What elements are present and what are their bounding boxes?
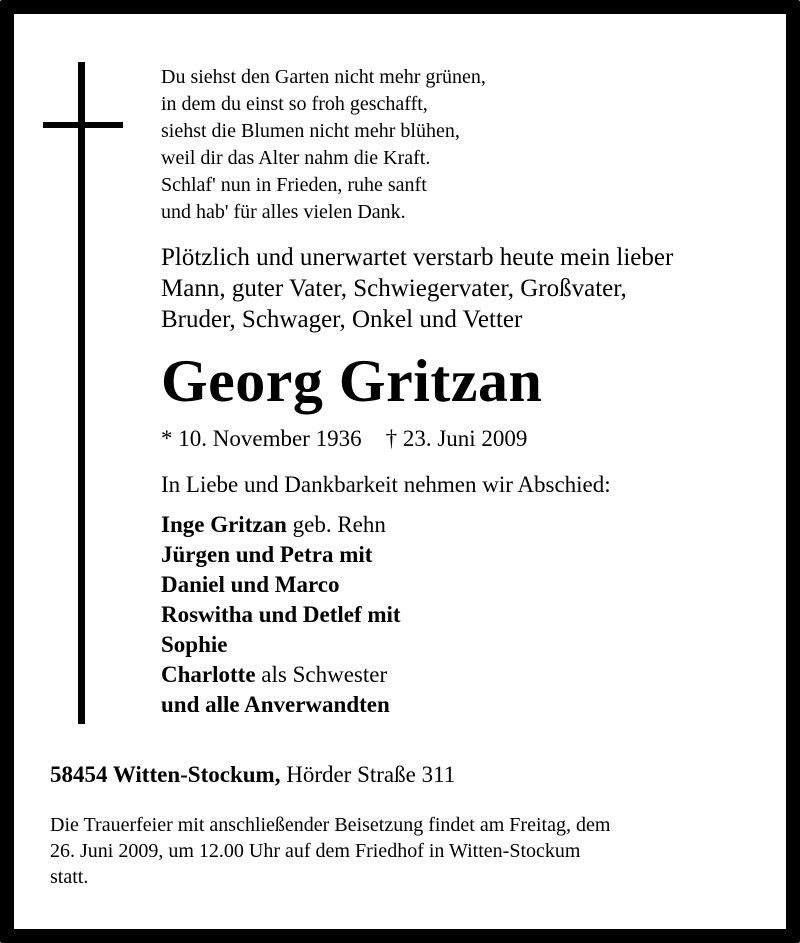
death-date: † 23. Juni 2009 xyxy=(385,426,528,451)
poem-line: siehst die Blumen nicht mehr blühen, xyxy=(161,120,460,142)
service-line: Die Trauerfeier mit anschließender Beisetzung findet am Freitag, dem xyxy=(50,814,611,836)
poem-line: weil dir das Alter nahm die Kraft. xyxy=(161,147,431,169)
death-announcement xyxy=(161,242,673,335)
poem-line: Du siehst den Garten nicht mehr grünen, xyxy=(161,66,486,88)
mourner-entry xyxy=(161,630,401,660)
mourner-name: und alle Anverwandten xyxy=(161,692,390,717)
poem-line: in dem du einst so froh geschafft, xyxy=(161,93,428,115)
cross-horizontal-bar xyxy=(43,122,123,128)
mourners-list xyxy=(161,510,401,720)
mourner-note: als Schwester xyxy=(255,662,388,687)
birth-date: * 10. November 1936 xyxy=(161,426,362,451)
mourner-entry xyxy=(161,540,401,570)
mourner-name: Jürgen und Petra mit xyxy=(161,542,373,567)
announcement-line: Mann, guter Vater, Schwiegervater, Großvater, xyxy=(161,275,627,302)
announcement-line: Bruder, Schwager, Onkel und Vetter xyxy=(161,306,523,333)
service-line: 26. Juni 2009, um 12.00 Uhr auf dem Friedhof in Witten-Stockum xyxy=(50,840,581,862)
mourner-name: Roswitha und Detlef mit xyxy=(161,602,401,627)
service-line: statt. xyxy=(50,866,89,888)
mourner-entry xyxy=(161,600,401,630)
funeral-service-info xyxy=(50,812,610,890)
mourner-name: Sophie xyxy=(161,632,228,657)
life-dates xyxy=(161,424,527,454)
mourner-entry xyxy=(161,510,401,540)
cross-vertical-bar xyxy=(78,62,85,724)
mourner-entry xyxy=(161,690,401,720)
address-city: 58454 Witten-Stockum, xyxy=(50,762,281,787)
mourner-name: Charlotte xyxy=(161,662,256,687)
poem-line: und hab' für alles vielen Dank. xyxy=(161,201,406,223)
address-street: Hörder Straße 311 xyxy=(280,762,456,787)
family-address xyxy=(50,760,455,790)
memorial-poem xyxy=(161,64,486,226)
poem-line: Schlaf' nun in Frieden, ruhe sanft xyxy=(161,174,427,196)
deceased-name: Georg Gritzan xyxy=(161,348,543,414)
mourner-entry xyxy=(161,660,401,690)
mourner-note: geb. Rehn xyxy=(286,512,386,537)
mourner-entry xyxy=(161,570,401,600)
farewell-line: In Liebe und Dankbarkeit nehmen wir Abschied: xyxy=(161,472,611,497)
announcement-line: Plötzlich und unerwartet verstarb heute mein lieber xyxy=(161,244,674,271)
mourner-name: Daniel und Marco xyxy=(161,572,340,597)
mourner-name: Inge Gritzan xyxy=(161,512,287,537)
